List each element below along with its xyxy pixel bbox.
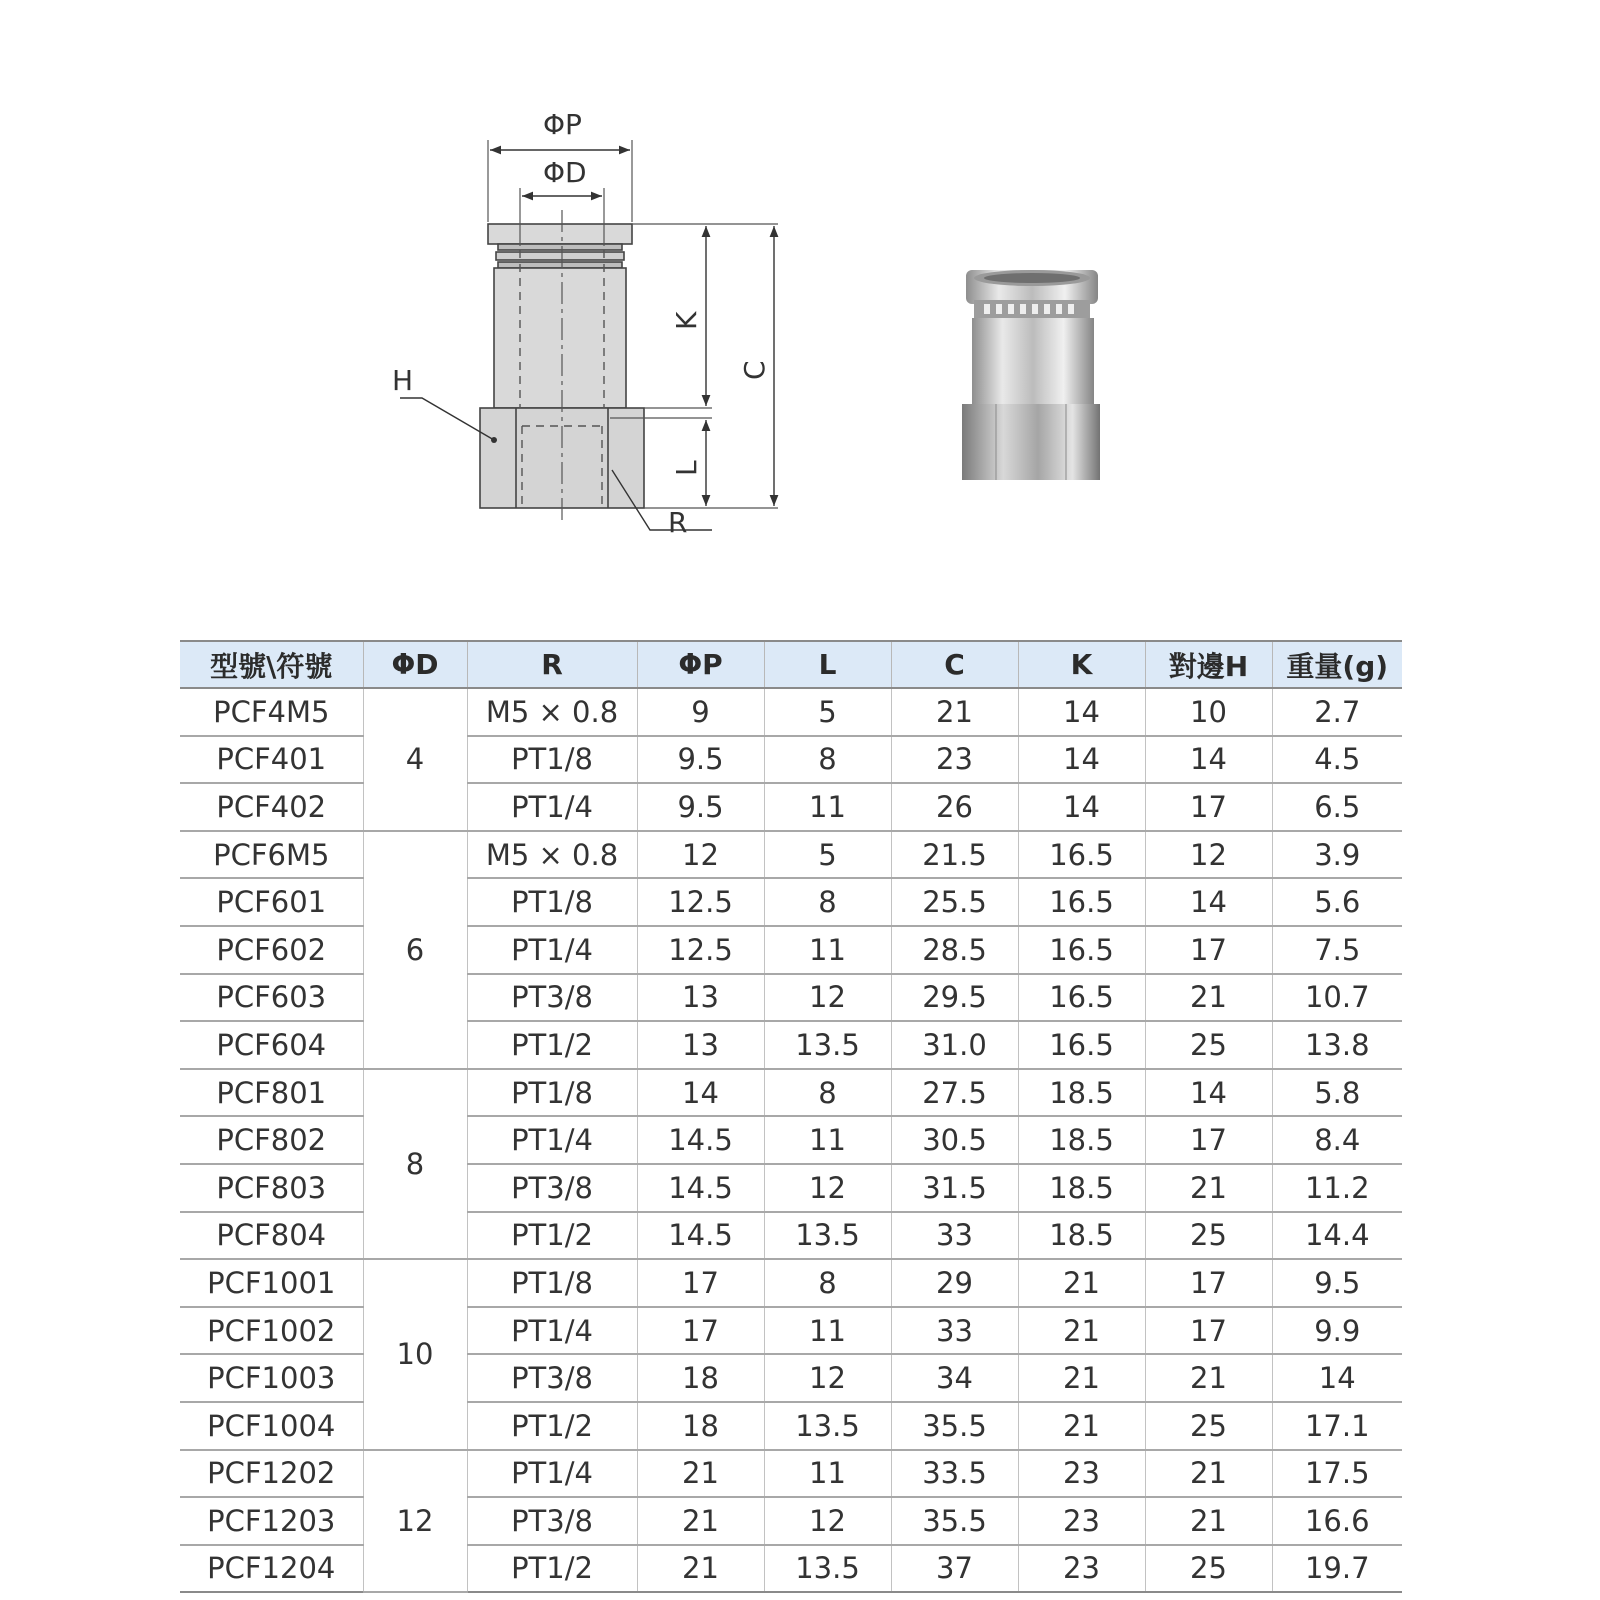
dimension-drawing xyxy=(370,100,771,560)
table-row xyxy=(180,831,1402,879)
cell-k: 18.5 xyxy=(1018,1212,1145,1260)
cell-p: 14 xyxy=(637,1069,764,1117)
header-p: ΦP xyxy=(637,641,764,688)
cell-k: 18.5 xyxy=(1018,1069,1145,1117)
cell-l: 5 xyxy=(764,831,891,879)
cell-p: 14.5 xyxy=(637,1212,764,1260)
cell-l: 8 xyxy=(764,878,891,926)
cell-p: 18 xyxy=(637,1402,764,1450)
cell-c: 23 xyxy=(891,736,1018,784)
cell-model: PCF602 xyxy=(180,926,363,974)
cell-c: 33 xyxy=(891,1212,1018,1260)
cell-r: M5 × 0.8 xyxy=(467,831,637,879)
table-row xyxy=(180,688,1402,736)
cell-weight: 3.9 xyxy=(1272,831,1402,879)
cell-r: PT1/4 xyxy=(467,1307,637,1355)
cell-l: 12 xyxy=(764,1164,891,1212)
cell-k: 23 xyxy=(1018,1450,1145,1498)
label-r: R xyxy=(668,506,688,539)
label-l: L xyxy=(670,460,703,476)
cell-weight: 5.8 xyxy=(1272,1069,1402,1117)
cell-l: 11 xyxy=(764,926,891,974)
cell-l: 11 xyxy=(764,1450,891,1498)
cell-c: 33 xyxy=(891,1307,1018,1355)
cell-k: 23 xyxy=(1018,1545,1145,1593)
table-row xyxy=(180,1069,1402,1117)
cell-weight: 4.5 xyxy=(1272,736,1402,784)
cell-p: 21 xyxy=(637,1450,764,1498)
cell-h: 25 xyxy=(1145,1212,1272,1260)
cell-p: 9 xyxy=(637,688,764,736)
cell-l: 11 xyxy=(764,1307,891,1355)
cell-r: PT3/8 xyxy=(467,974,637,1022)
cell-p: 21 xyxy=(637,1497,764,1545)
cell-h: 25 xyxy=(1145,1021,1272,1069)
cell-r: PT1/4 xyxy=(467,926,637,974)
cell-c: 25.5 xyxy=(891,878,1018,926)
header-k: K xyxy=(1018,641,1145,688)
cell-l: 5 xyxy=(764,688,891,736)
cell-r: PT1/2 xyxy=(467,1402,637,1450)
cell-h: 17 xyxy=(1145,1307,1272,1355)
cell-weight: 17.5 xyxy=(1272,1450,1402,1498)
cell-h: 25 xyxy=(1145,1402,1272,1450)
cell-r: PT1/2 xyxy=(467,1212,637,1260)
collar-shape xyxy=(488,224,632,244)
cell-k: 18.5 xyxy=(1018,1164,1145,1212)
cell-k: 14 xyxy=(1018,783,1145,831)
cell-p: 13 xyxy=(637,974,764,1022)
cell-h: 21 xyxy=(1145,1354,1272,1402)
header-r: R xyxy=(467,641,637,688)
cell-k: 16.5 xyxy=(1018,1021,1145,1069)
cell-l: 12 xyxy=(764,1354,891,1402)
cell-k: 16.5 xyxy=(1018,974,1145,1022)
cell-h: 10 xyxy=(1145,688,1272,736)
cell-d: 6 xyxy=(363,831,467,1069)
cell-h: 21 xyxy=(1145,974,1272,1022)
cell-weight: 8.4 xyxy=(1272,1116,1402,1164)
cell-l: 8 xyxy=(764,1069,891,1117)
cell-p: 21 xyxy=(637,1545,764,1593)
cell-l: 12 xyxy=(764,974,891,1022)
cell-model: PCF804 xyxy=(180,1212,363,1260)
cell-model: PCF1001 xyxy=(180,1259,363,1307)
cell-model: PCF402 xyxy=(180,783,363,831)
cell-p: 13 xyxy=(637,1021,764,1069)
cell-r: PT1/4 xyxy=(467,1116,637,1164)
cell-c: 31.0 xyxy=(891,1021,1018,1069)
cell-c: 31.5 xyxy=(891,1164,1018,1212)
table-body xyxy=(180,688,1402,1592)
label-c: C xyxy=(738,360,771,380)
cell-c: 27.5 xyxy=(891,1069,1018,1117)
header-h: 對邊H xyxy=(1145,641,1272,688)
cell-l: 12 xyxy=(764,1497,891,1545)
cell-model: PCF4M5 xyxy=(180,688,363,736)
cell-r: PT3/8 xyxy=(467,1497,637,1545)
cell-weight: 2.7 xyxy=(1272,688,1402,736)
table-header-row xyxy=(180,641,1402,688)
cell-model: PCF401 xyxy=(180,736,363,784)
cell-p: 14.5 xyxy=(637,1164,764,1212)
cell-model: PCF603 xyxy=(180,974,363,1022)
cell-l: 8 xyxy=(764,1259,891,1307)
cell-p: 9.5 xyxy=(637,783,764,831)
cell-model: PCF1204 xyxy=(180,1545,363,1593)
cell-model: PCF1002 xyxy=(180,1307,363,1355)
cell-d: 10 xyxy=(363,1259,467,1449)
cell-h: 14 xyxy=(1145,1069,1272,1117)
label-h: H xyxy=(392,364,414,397)
cell-l: 13.5 xyxy=(764,1402,891,1450)
cell-weight: 16.6 xyxy=(1272,1497,1402,1545)
cell-k: 14 xyxy=(1018,688,1145,736)
label-k: K xyxy=(670,311,703,330)
cell-k: 16.5 xyxy=(1018,926,1145,974)
cell-model: PCF803 xyxy=(180,1164,363,1212)
fitting-photo xyxy=(960,260,1130,500)
cell-model: PCF802 xyxy=(180,1116,363,1164)
cell-h: 17 xyxy=(1145,1259,1272,1307)
cell-k: 21 xyxy=(1018,1259,1145,1307)
cell-d: 4 xyxy=(363,688,467,831)
cell-l: 13.5 xyxy=(764,1212,891,1260)
cell-l: 13.5 xyxy=(764,1021,891,1069)
cell-k: 21 xyxy=(1018,1307,1145,1355)
cell-r: PT3/8 xyxy=(467,1164,637,1212)
cell-c: 26 xyxy=(891,783,1018,831)
cell-h: 14 xyxy=(1145,736,1272,784)
header-l: L xyxy=(764,641,891,688)
cell-k: 16.5 xyxy=(1018,831,1145,879)
cell-l: 8 xyxy=(764,736,891,784)
cell-r: PT1/4 xyxy=(467,783,637,831)
table-row xyxy=(180,1259,1402,1307)
cell-weight: 7.5 xyxy=(1272,926,1402,974)
cell-h: 25 xyxy=(1145,1545,1272,1593)
cell-r: PT1/8 xyxy=(467,1069,637,1117)
cell-h: 12 xyxy=(1145,831,1272,879)
header-weight: 重量(g) xyxy=(1272,641,1402,688)
cell-p: 9.5 xyxy=(637,736,764,784)
cell-c: 30.5 xyxy=(891,1116,1018,1164)
cell-r: M5 × 0.8 xyxy=(467,688,637,736)
cell-r: PT1/2 xyxy=(467,1545,637,1593)
cell-h: 21 xyxy=(1145,1450,1272,1498)
cell-c: 28.5 xyxy=(891,926,1018,974)
cell-c: 35.5 xyxy=(891,1497,1018,1545)
cell-r: PT3/8 xyxy=(467,1354,637,1402)
cell-weight: 6.5 xyxy=(1272,783,1402,831)
cell-model: PCF801 xyxy=(180,1069,363,1117)
cell-weight: 9.9 xyxy=(1272,1307,1402,1355)
cell-k: 21 xyxy=(1018,1354,1145,1402)
spec-table xyxy=(180,640,1402,1593)
cell-model: PCF6M5 xyxy=(180,831,363,879)
cell-c: 21.5 xyxy=(891,831,1018,879)
cell-weight: 13.8 xyxy=(1272,1021,1402,1069)
cell-p: 12.5 xyxy=(637,926,764,974)
cell-r: PT1/8 xyxy=(467,736,637,784)
cell-r: PT1/8 xyxy=(467,1259,637,1307)
cell-weight: 5.6 xyxy=(1272,878,1402,926)
cell-h: 17 xyxy=(1145,1116,1272,1164)
cell-p: 12.5 xyxy=(637,878,764,926)
cell-c: 29 xyxy=(891,1259,1018,1307)
cell-c: 37 xyxy=(891,1545,1018,1593)
cell-c: 35.5 xyxy=(891,1402,1018,1450)
cell-weight: 14.4 xyxy=(1272,1212,1402,1260)
cell-weight: 14 xyxy=(1272,1354,1402,1402)
cell-k: 18.5 xyxy=(1018,1116,1145,1164)
cell-model: PCF1203 xyxy=(180,1497,363,1545)
header-c: C xyxy=(891,641,1018,688)
cell-c: 21 xyxy=(891,688,1018,736)
cell-p: 18 xyxy=(637,1354,764,1402)
cell-c: 33.5 xyxy=(891,1450,1018,1498)
cell-model: PCF1003 xyxy=(180,1354,363,1402)
cell-p: 14.5 xyxy=(637,1116,764,1164)
cell-p: 12 xyxy=(637,831,764,879)
cell-model: PCF1004 xyxy=(180,1402,363,1450)
cell-weight: 9.5 xyxy=(1272,1259,1402,1307)
cell-h: 21 xyxy=(1145,1497,1272,1545)
cell-model: PCF1202 xyxy=(180,1450,363,1498)
body-shape xyxy=(494,268,626,408)
cell-p: 17 xyxy=(637,1259,764,1307)
header-model: 型號\符號 xyxy=(180,641,363,688)
cell-k: 16.5 xyxy=(1018,878,1145,926)
cell-weight: 10.7 xyxy=(1272,974,1402,1022)
cell-c: 34 xyxy=(891,1354,1018,1402)
cell-weight: 17.1 xyxy=(1272,1402,1402,1450)
cell-p: 17 xyxy=(637,1307,764,1355)
cell-l: 11 xyxy=(764,783,891,831)
cell-k: 14 xyxy=(1018,736,1145,784)
cell-weight: 11.2 xyxy=(1272,1164,1402,1212)
cell-model: PCF604 xyxy=(180,1021,363,1069)
cell-l: 11 xyxy=(764,1116,891,1164)
header-d: ΦD xyxy=(363,641,467,688)
cell-r: PT1/4 xyxy=(467,1450,637,1498)
cell-weight: 19.7 xyxy=(1272,1545,1402,1593)
cell-r: PT1/2 xyxy=(467,1021,637,1069)
cell-r: PT1/8 xyxy=(467,878,637,926)
cell-h: 14 xyxy=(1145,878,1272,926)
cell-d: 8 xyxy=(363,1069,467,1259)
table-row xyxy=(180,1450,1402,1498)
cell-d: 12 xyxy=(363,1450,467,1593)
cell-c: 29.5 xyxy=(891,974,1018,1022)
cell-model: PCF601 xyxy=(180,878,363,926)
cell-h: 21 xyxy=(1145,1164,1272,1212)
label-phi-p: ΦP xyxy=(543,108,582,141)
cell-h: 17 xyxy=(1145,783,1272,831)
cell-k: 23 xyxy=(1018,1497,1145,1545)
label-phi-d: ΦD xyxy=(543,156,587,189)
cell-l: 13.5 xyxy=(764,1545,891,1593)
cell-h: 17 xyxy=(1145,926,1272,974)
cell-k: 21 xyxy=(1018,1402,1145,1450)
